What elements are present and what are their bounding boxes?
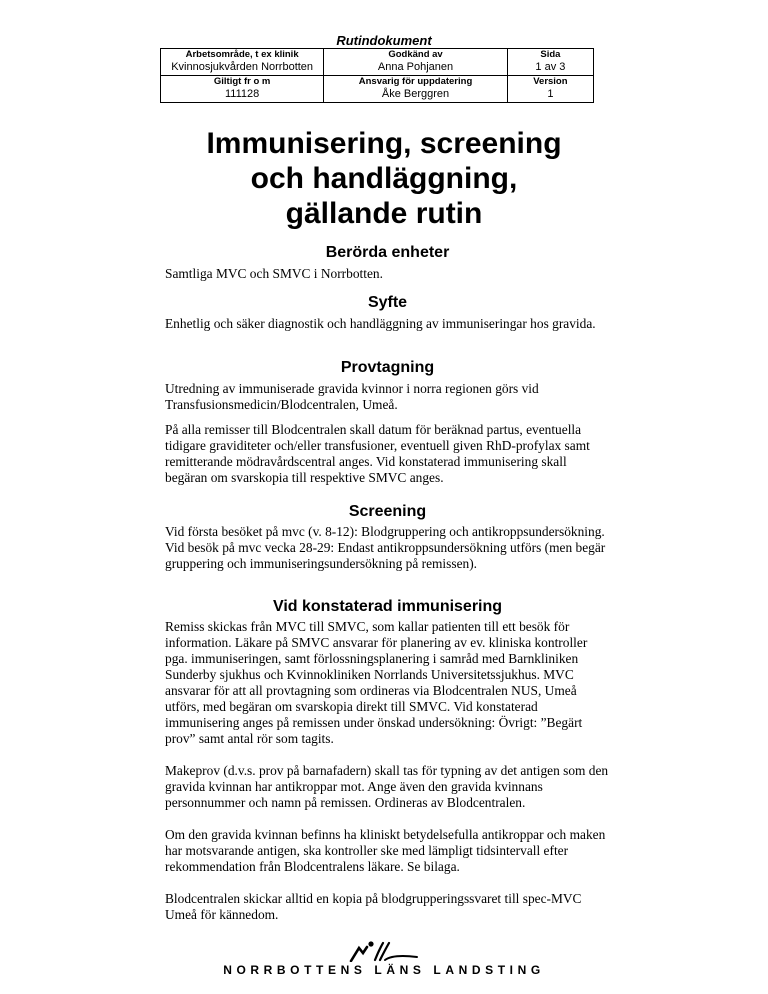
purpose-heading: Syfte: [367, 294, 408, 311]
responsible-value: Åke Berggren: [381, 88, 450, 100]
approved-label: Godkänd av: [388, 49, 443, 60]
page-label: Sida: [540, 49, 561, 60]
confirmed-text-1: Remiss skickas från MVC till SMVC, som kallar patienten till ett besök för information. Läkare på SMVC ansvarar för planering av ev. kliniska kontroller pga. immuniseringen, samt förlossningsplanering i samråd med Barnkliniken Sunderby sjukhus och Kvinnokliniken Norrlands Universitetssjukhus. MVC ansvarar för att all provtagning som ordineras via Blodcentralen NUS, Umeå utförs, med begäran om svarskopia direkt till SMVC. Vid konstaterad immunisering anges på remissen under önskad undersökning: Övrigt: ”Begärt prov” samt antal rör som tagits.: [165, 619, 588, 746]
units-heading: Berörda enheter: [325, 244, 450, 261]
section-units: [165, 243, 610, 282]
screening-line-2: Vid besök på mvc vecka 28-29: Endast antikroppsundersökning utförs (men begär gruppering och immuniseringsundersökning på remissen).: [165, 540, 606, 571]
screening-line-1: Vid första besöket på mvc (v. 8-12): Blodgruppering och antikroppsundersökning.: [165, 524, 605, 539]
screening-heading: Screening: [348, 503, 427, 520]
section-screening: [165, 502, 610, 572]
work-area-cell: [161, 49, 324, 76]
document-type: Rutindokument: [336, 33, 432, 48]
units-text: Samtliga MVC och SMVC i Norrbotten.: [165, 266, 383, 281]
title-line-1: Immunisering, screening: [206, 127, 562, 160]
version-label: Version: [533, 76, 568, 87]
confirmed-text-2: Makeprov (d.v.s. prov på barnafadern) skall tas för typning av det antigen som den gravida kvinnan har antikroppar mot. Ange även den gravida kvinnans personnummer och namn på remissen. Ordineras av Blodcentralen.: [165, 763, 609, 810]
approved-cell: [324, 49, 508, 76]
section-purpose: [165, 293, 610, 332]
version-value: 1: [547, 88, 554, 100]
confirmed-text-4: Blodcentralen skickar alltid en kopia på blodgrupperingssvaret till spec-MVC Umeå för kännedom.: [165, 891, 582, 922]
confirmed-heading: Vid konstaterad immunisering: [272, 598, 503, 615]
page-cell: [507, 49, 593, 76]
version-cell: [507, 76, 593, 103]
approved-value: Anna Pohjanen: [377, 61, 454, 73]
screening-text: [165, 524, 610, 572]
document-title: [0, 126, 768, 231]
responsible-cell: [324, 76, 508, 103]
section-confirmed-immunization: [165, 597, 610, 923]
document-header-table: [160, 48, 594, 103]
valid-from-label: Giltigt fr o m: [213, 76, 271, 87]
norrbotten-logo-icon: [349, 940, 419, 962]
title-line-2: och handläggning,: [250, 162, 518, 195]
section-sampling: [165, 358, 610, 486]
sampling-text-2: På alla remisser till Blodcentralen skall datum för beräknad partus, eventuella tidigare graviditeter och/eller transfusioner, eventuell given RhD-profylax samt remitterande mödravårdscentral anges. Vid konstaterad immunisering skall begäran om svarskopia till respektive SMVC anges.: [165, 422, 590, 485]
sampling-heading: Provtagning: [340, 359, 435, 376]
confirmed-text-3: Om den gravida kvinnan befinns ha kliniskt betydelsefulla antikroppar och maken har motsvarande antigen, ska kontroller ske med lämpligt tidsintervall efter rekommendation från Blodcentralens läkare. Se bilaga.: [165, 827, 606, 874]
page-value: 1 av 3: [535, 61, 566, 73]
title-line-3: gällande rutin: [285, 197, 483, 230]
valid-from-cell: [161, 76, 324, 103]
sampling-text-1: Utredning av immuniserade gravida kvinnor i norra regionen görs vid Transfusionsmedicin/Blodcentralen, Umeå.: [165, 381, 539, 412]
work-area-value: Kvinnosjukvården Norrbotten: [171, 61, 314, 73]
footer-org-name: NORRBOTTENS LÄNS LANDSTING: [223, 963, 545, 977]
purpose-text: Enhetlig och säker diagnostik och handläggning av immuniseringar hos gravida.: [165, 316, 596, 331]
work-area-label: Arbetsområde, t ex klinik: [185, 49, 299, 60]
valid-from-value: 111128: [224, 88, 260, 100]
responsible-label: Ansvarig för uppdatering: [358, 76, 473, 87]
